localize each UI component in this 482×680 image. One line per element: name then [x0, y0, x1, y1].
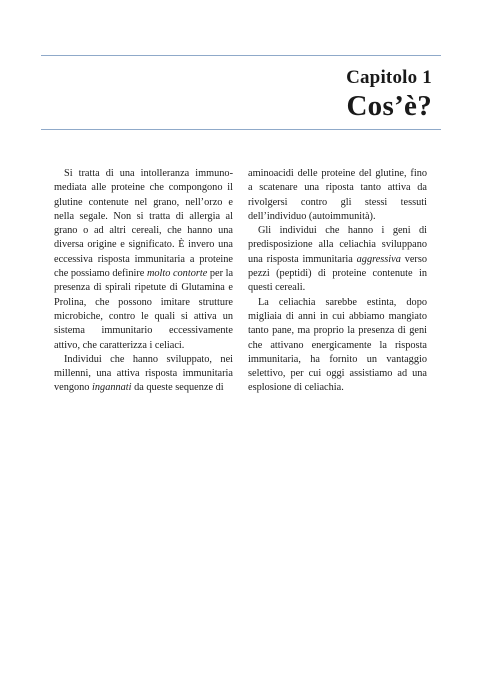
paragraph: Gli individui che hanno i geni di predisposizione alla celiachia sviluppano una risposta immunitaria aggressiva verso pezzi (peptidi) di proteine contenute in questi cereali. [248, 225, 427, 294]
text-column-right [248, 167, 427, 396]
chapter-label: Capitolo 1 [346, 67, 432, 88]
paragraph: aminoacidi delle proteine del glutine, fino a scatenare una riposta tanto attiva da rivolgersi contro gli stessi tessuti dell’individuo (autoimmunità). [248, 168, 427, 222]
header-rule-top [41, 55, 441, 56]
paragraph: Si tratta di una intolleranza immunomediata alle proteine che compongono il glutine contenute nel grano, nell’orzo e nella segale. Non si tratta di allergia al grano o ad altri cereali, che hanno una diversa origine e significato. È invero una eccessiva risposta immunitaria a proteine che possiamo definire molto contorte per la presenza di spirali ripetute di Glutamina e Prolina, che possono imitare strutture microbiche, contro le quali si attiva un sistema immunitario eccessivamente attivo, che caratterizza i celiaci. [54, 168, 234, 351]
paragraph: Individui che hanno sviluppato, nei millenni, una attiva risposta immunitaria vengono ingannati da queste sequenze di [54, 353, 233, 394]
paragraph: La celiachia sarebbe estinta, dopo migliaia di anni in cui abbiamo mangiato tanto pane, ma proprio la presenza di geni che attivano energicamente la risposta immunitaria, ha fornito un vantaggio selettivo, per cui oggi assistiamo ad una esplosione di celiachia. [248, 296, 427, 394]
emphasis: aggressiva [356, 253, 401, 265]
text-column-left [54, 167, 233, 396]
emphasis: molto contorte [146, 268, 208, 280]
header-rule-bottom [41, 129, 441, 130]
emphasis: ingannati [92, 382, 132, 394]
chapter-title: Cos’è? [346, 90, 432, 122]
